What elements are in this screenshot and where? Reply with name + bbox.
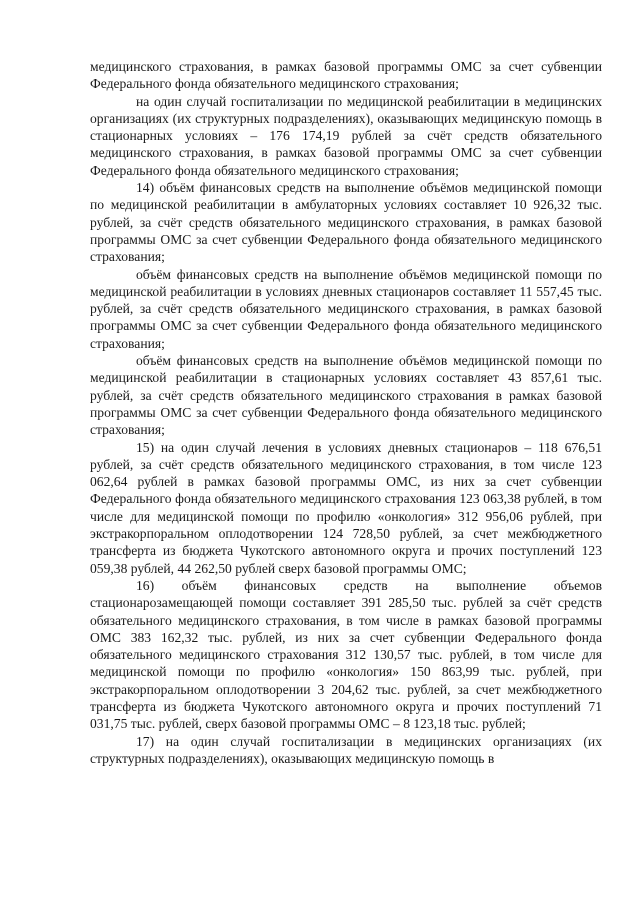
paragraph-rehab-hospitalization-rate: на один случай госпитализации по медицинской реабилитации в медицинских организациях (их структурных подразделениях), оказывающих медицинскую помощь в стационарных условиях – 176 174,19 рублей за счёт средств обязательного медицинского страхования, в рамках базовой программы ОМС за счет субвенции Федерального фонда обязательного медицинского страхования; (90, 93, 602, 178)
paragraph-16-hospital-replacing-care-volume: 16) объём финансовых средств на выполнение объемов стационарозамещающей помощи составляет 391 285,50 тыс. рублей за счёт средств обязательного медицинского страхования, в том числе в рамках базовой программы ОМС 383 162,32 тыс. рублей, из них за счет субвенции Федерального фонда обязательного медицинского страхования 312 130,57 тыс. рублей, в том числе для медицинской помощи по профилю «онкология» 150 863,99 тыс. рублей, при экстракорпоральном оплодотворении 3 204,62 тыс. рублей, за счет межбюджетного трансферта из бюджета Чукотского автономного округа и прочих поступлений 71 031,75 тыс. рублей, сверх базовой программы ОМС – 8 123,18 тыс. рублей; (90, 577, 602, 732)
paragraph-17-hospitalization-case-rate: 17) на один случай госпитализации в медицинских организациях (их структурных подразделениях), оказывающих медицинскую помощь в (90, 733, 602, 766)
paragraph-14-rehab-outpatient-volume: 14) объём финансовых средств на выполнение объёмов медицинской помощи по медицинской реабилитации в амбулаторных условиях составляет 10 926,32 тыс. рублей, за счёт средств обязательного медицинского страхования, в рамках базовой программы ОМС за счет субвенции Федерального фонда обязательного медицинского страхования; (90, 180, 602, 265)
paragraph-rehab-inpatient-volume: объём финансовых средств на выполнение объёмов медицинской помощи по медицинской реабилитации в стационарных условиях составляет 43 857,61 тыс. рублей, за счёт средств обязательного медицинского страхования в рамках базовой программы ОМС за счет субвенции Федерального фонда обязательного медицинского страхования; (90, 353, 602, 438)
document-page (90, 58, 602, 767)
paragraph-continuation: медицинского страхования, в рамках базовой программы ОМС за счет субвенции Федерального фонда обязательного медицинского страхования; (90, 59, 602, 92)
paragraph-15-day-hospital-case-rate: 15) на один случай лечения в условиях дневных стационаров – 118 676,51 рублей, за счёт средств обязательного медицинского страхования, в том числе 123 062,64 рублей в рамках базовой программы ОМС, из них за счет субвенции Федерального фонда обязательного медицинского страхования 123 063,38 рублей, в том числе для медицинской помощи по профилю «онкология» 312 956,06 рублей, при экстракорпоральном оплодотворении 124 728,50 рублей, за счет межбюджетного трансферта из бюджета Чукотского автономного округа и прочих поступлений 123 059,38 рублей, 44 262,50 рублей сверх базовой программы ОМС; (90, 439, 602, 576)
paragraph-rehab-day-hospital-volume: объём финансовых средств на выполнение объёмов медицинской помощи по медицинской реабилитации в условиях дневных стационаров составляет 11 557,45 тыс. рублей, за счёт средств обязательного медицинского страхования, в рамках базовой программы ОМС за счет субвенции Федерального фонда обязательного медицинского страхования; (90, 266, 602, 351)
